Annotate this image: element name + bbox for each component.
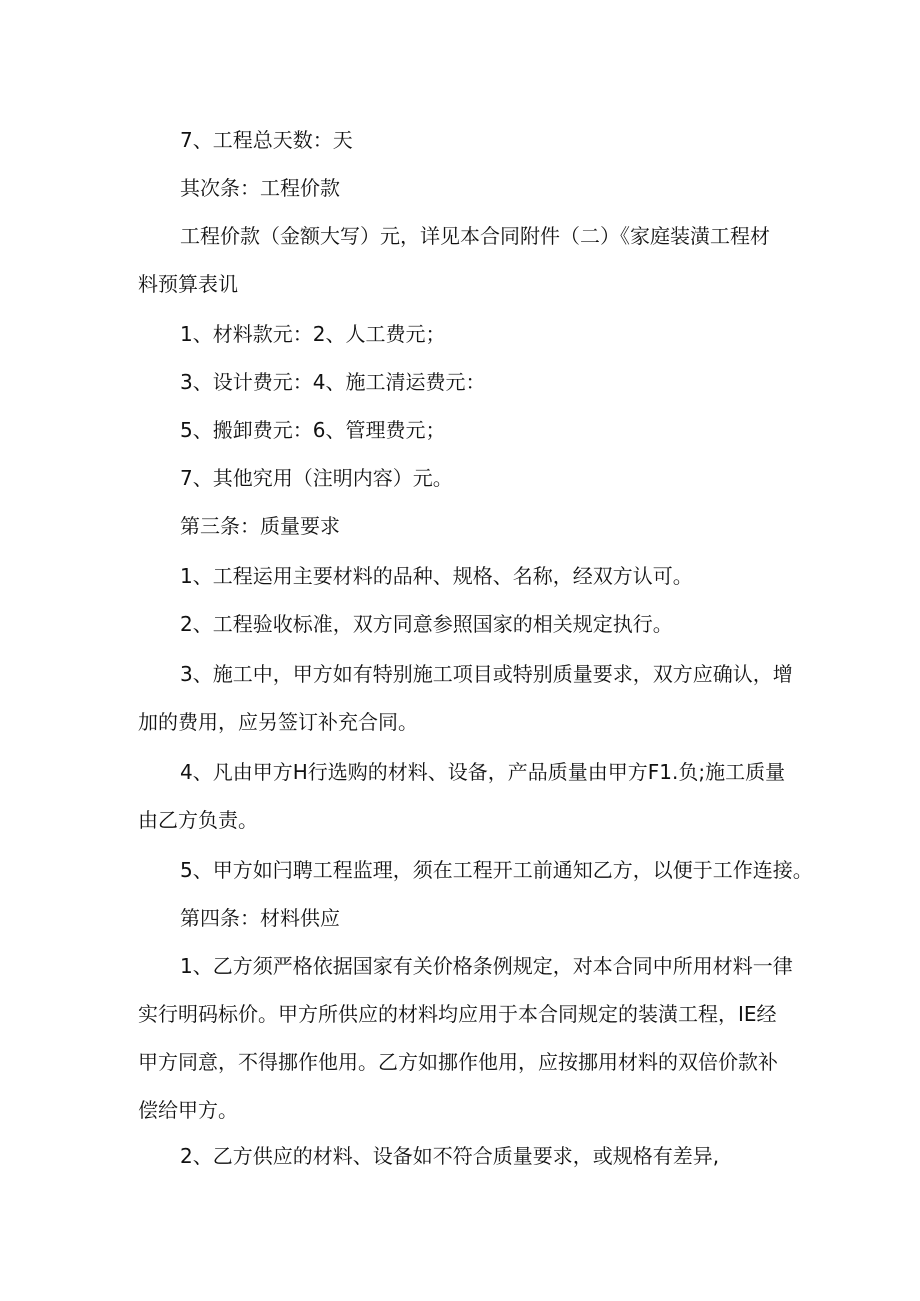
text-line: 5、甲方如闩聘工程监理，须在工程开工前通知乙方，以便于工作连接。 <box>180 858 813 882</box>
text-line: 3、施工中，甲方如有特别施工项目或特别质量要求，双方应确认，增 <box>180 662 793 686</box>
section-heading <box>138 894 790 942</box>
text-line: 第三条：质量要求 <box>180 514 340 538</box>
paragraph <box>138 406 790 454</box>
text-line: 7、其他究用（注明内容）元。 <box>180 466 453 490</box>
text-line: 实行明码标价。甲方所供应的材料均应用于本合同规定的装潢工程，IE经 <box>138 1002 777 1026</box>
text-line: 加的费用，应另签订补充合同。 <box>138 710 418 734</box>
text-line: 1、材料款元：2、人工费元； <box>180 322 446 346</box>
paragraph <box>138 116 790 164</box>
paragraph <box>138 1132 790 1180</box>
paragraph <box>138 748 790 844</box>
paragraph <box>138 212 790 308</box>
paragraph <box>138 942 793 1134</box>
paragraph <box>138 358 790 406</box>
paragraph <box>138 454 790 502</box>
text-line: 5、搬卸费元：6、管理费元； <box>180 418 446 442</box>
text-line: 由乙方负责。 <box>138 808 258 832</box>
text-line: 4、凡由甲方H行选购的材料、设备，产品质量由甲方F1.负;施工质量 <box>180 760 786 784</box>
section-heading <box>138 502 790 550</box>
paragraph <box>138 846 813 894</box>
text-line: 偿给甲方。 <box>138 1098 238 1122</box>
text-line: 料预算表讥 <box>138 272 238 296</box>
text-line: 1、工程运用主要材料的品种、规格、名称，经双方认可。 <box>180 564 693 588</box>
text-line: 工程价款（金额大写）元，详见本合同附件（二）《家庭装潢工程材 <box>180 224 770 248</box>
paragraph <box>138 552 790 600</box>
text-line: 甲方同意，不得挪作他用。乙方如挪作他用，应按挪用材料的双倍价款补 <box>138 1050 778 1074</box>
text-line: 2、乙方供应的材料、设备如不符合质量要求，或规格有差异, <box>180 1144 720 1168</box>
paragraph <box>138 650 793 746</box>
text-line: 3、设计费元：4、施工清运费元： <box>180 370 486 394</box>
paragraph <box>138 600 790 648</box>
text-line: 其次条：工程价款 <box>180 176 340 200</box>
text-line: 2、工程验收标准，双方同意参照国家的相关规定执行。 <box>180 612 673 636</box>
section-heading <box>138 164 790 212</box>
paragraph <box>138 310 790 358</box>
text-line: 1、乙方须严格依据国家有关价格条例规定，对本合同中所用材料一律 <box>180 954 793 978</box>
text-line: 7、工程总天数：天 <box>180 128 353 152</box>
text-line: 第四条：材料供应 <box>180 906 340 930</box>
